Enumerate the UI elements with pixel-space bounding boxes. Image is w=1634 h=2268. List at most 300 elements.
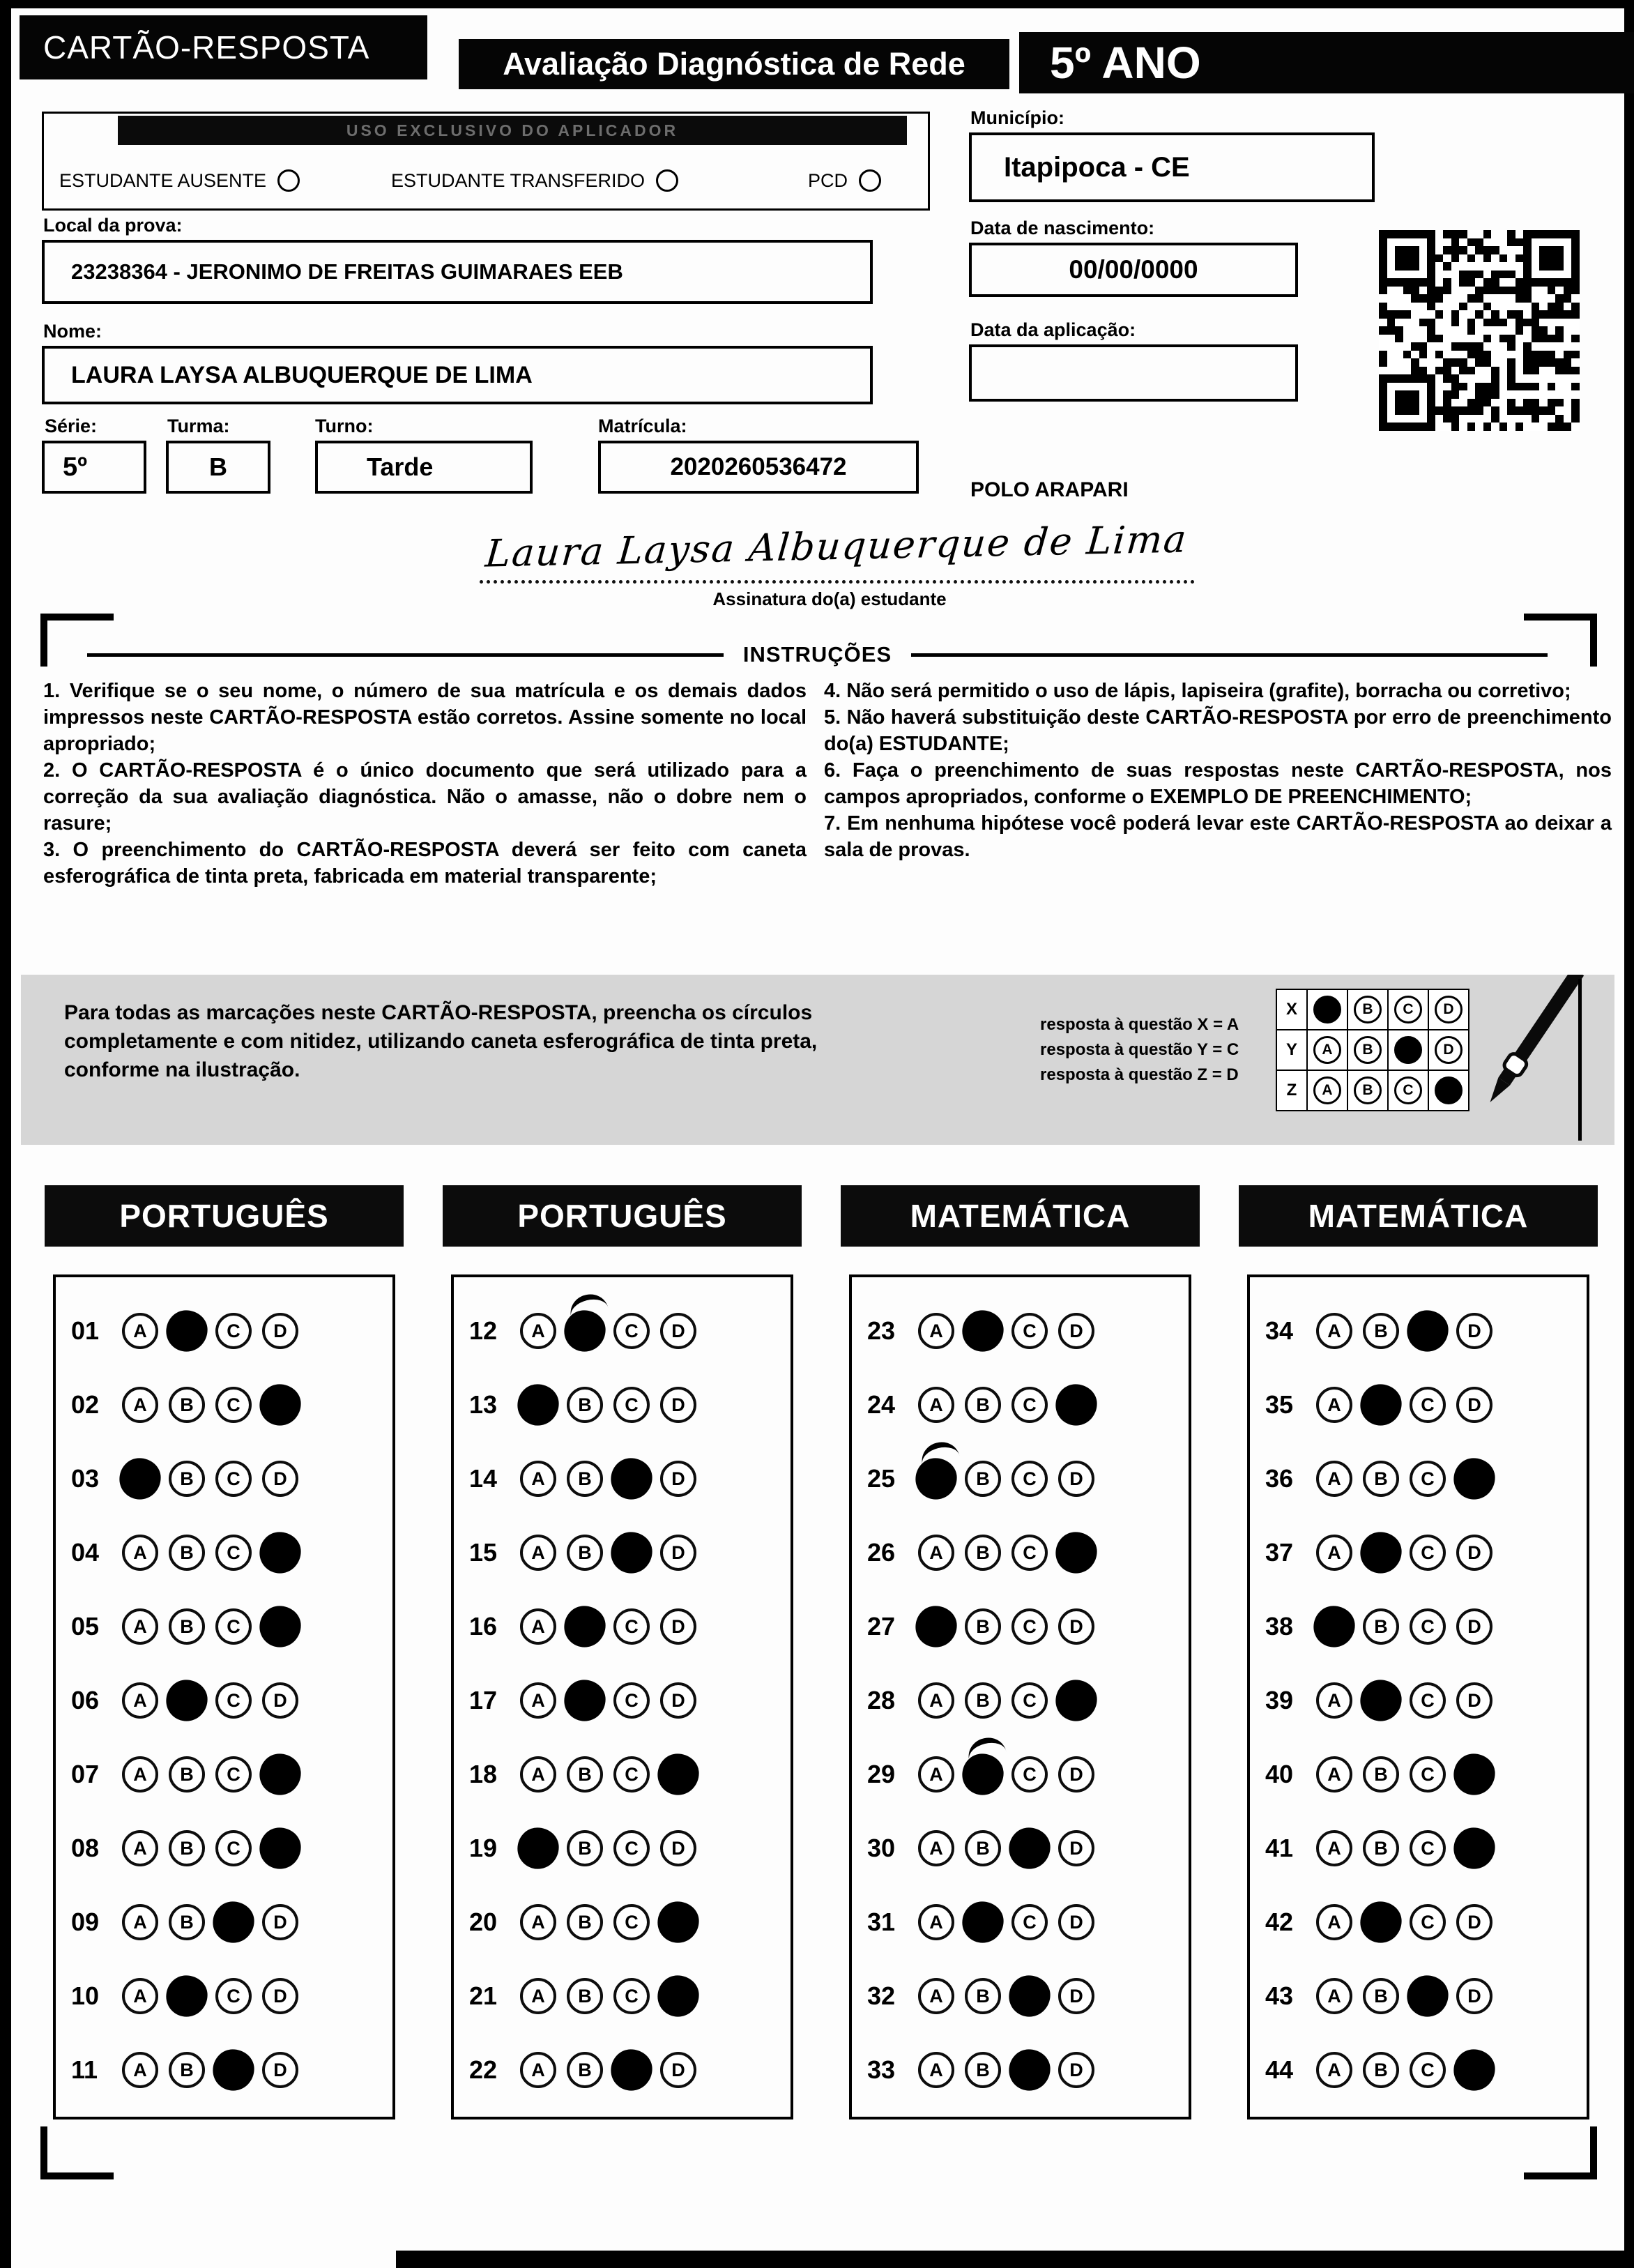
turma-value: B — [166, 441, 270, 494]
question-row — [71, 1811, 392, 1885]
answer-bubble-d[interactable] — [259, 1606, 300, 1647]
answer-bubble-a[interactable] — [517, 1384, 558, 1425]
example-grid — [1276, 989, 1469, 1111]
answer-bubble-b[interactable]: B — [965, 1608, 1001, 1645]
instruction-item: 2. O CARTÃO-RESPOSTA é o único documento que será utilizado para a correção da sua avaliação diagnóstica. Não o amasse, não o dobre nem o rasure; — [43, 759, 807, 835]
example-row-label: Y — [1276, 1029, 1308, 1071]
question-row — [469, 1442, 791, 1516]
answer-bubble-d[interactable]: D — [660, 1535, 696, 1571]
answer-bubble-d[interactable]: D — [660, 1461, 696, 1497]
legend-line: resposta à questão Y = C — [1040, 1040, 1239, 1059]
question-number: 11 — [71, 2055, 98, 2084]
question-row — [71, 1664, 392, 1737]
corner-mark-bottom-left — [40, 2126, 114, 2179]
answer-bubble-b[interactable]: B — [567, 1756, 603, 1793]
answer-bubble-d[interactable]: D — [1456, 1682, 1492, 1719]
answer-bubble-b[interactable]: B — [1363, 1608, 1399, 1645]
signature-line — [480, 580, 1195, 584]
answer-bubble-a[interactable]: A — [1316, 1904, 1352, 1940]
answer-bubble-a[interactable]: A — [918, 1682, 954, 1719]
answer-bubble-d[interactable]: D — [1058, 1978, 1094, 2014]
question-number: 21 — [469, 1981, 498, 2010]
answer-bubble-b[interactable]: B — [965, 1682, 1001, 1719]
matricula-value: 2020260536472 — [598, 441, 919, 494]
answer-bubble-a[interactable] — [517, 1827, 558, 1869]
answer-bubble-a[interactable]: A — [520, 1535, 556, 1571]
answer-bubble-c[interactable]: C — [215, 1830, 252, 1866]
question-number: 22 — [469, 2055, 498, 2084]
answer-bubble-a[interactable]: A — [918, 2052, 954, 2088]
answer-bubble-c[interactable]: C — [1011, 1313, 1048, 1349]
answer-bubble-b[interactable] — [1360, 1901, 1401, 1942]
question-row — [469, 1294, 791, 1368]
answer-bubble-c[interactable] — [1009, 1975, 1050, 2016]
answer-bubble-a[interactable]: A — [122, 1830, 158, 1866]
municipio-label: Município: — [970, 107, 1064, 128]
answer-bubble-d[interactable] — [657, 1753, 698, 1795]
answer-bubble-a[interactable] — [1313, 1606, 1354, 1647]
answer-bubble-c[interactable]: C — [613, 1830, 650, 1866]
answer-bubble-c[interactable] — [611, 2049, 652, 2090]
answer-bubble-a[interactable]: A — [1316, 1313, 1352, 1349]
question-row — [867, 1664, 1189, 1737]
serie-value: 5º — [42, 441, 146, 494]
question-number: 29 — [867, 1760, 896, 1788]
answer-bubble-c[interactable]: C — [1410, 1904, 1446, 1940]
question-number: 16 — [469, 1612, 498, 1641]
answer-bubble-c[interactable]: C — [1011, 1904, 1048, 1940]
answer-bubble-c[interactable]: C — [1410, 1387, 1446, 1423]
answer-bubble-d[interactable]: D — [262, 2052, 298, 2088]
answer-bubble-a[interactable]: A — [918, 1535, 954, 1571]
answer-bubble-b[interactable]: B — [965, 2052, 1001, 2088]
answer-bubble-d[interactable]: D — [262, 1904, 298, 1940]
question-row — [469, 1590, 791, 1664]
answer-bubble-b[interactable] — [166, 1680, 207, 1721]
answer-bubble-b[interactable]: B — [1363, 1756, 1399, 1793]
question-number: 07 — [71, 1760, 100, 1788]
turno-value: Tarde — [315, 441, 533, 494]
question-number: 13 — [469, 1390, 498, 1419]
example-border-line — [1578, 979, 1582, 1141]
answer-bubble-a[interactable]: A — [1316, 1461, 1352, 1497]
subject-header: MATEMÁTICA — [841, 1185, 1200, 1247]
answer-bubble-d[interactable]: D — [1456, 1608, 1492, 1645]
answer-bubble-a[interactable]: A — [520, 1682, 556, 1719]
example-bubble-c: C — [1394, 1076, 1422, 1104]
answer-bubble-b[interactable]: B — [169, 1904, 205, 1940]
exam-title: Avaliação Diagnóstica de Rede — [459, 39, 1009, 89]
answer-bubble-d[interactable]: D — [1058, 2052, 1094, 2088]
question-row — [469, 1516, 791, 1590]
answer-bubble-d[interactable]: D — [660, 1608, 696, 1645]
instruction-item: 6. Faça o preenchimento de suas respostas neste CARTÃO-RESPOSTA, nos campos apropriados, conforme o EXEMPLO DE PREENCHIMENTO; — [824, 759, 1612, 808]
answer-bubble-a[interactable]: A — [1316, 1682, 1352, 1719]
question-row — [867, 1737, 1189, 1811]
answer-bubble-b[interactable] — [962, 1901, 1003, 1942]
answer-bubble-a[interactable]: A — [1316, 1830, 1352, 1866]
answer-bubble-d[interactable]: D — [1058, 1461, 1094, 1497]
instruction-item: 7. Em nenhuma hipótese você poderá levar este CARTÃO-RESPOSTA ao deixar a sala de provas. — [824, 812, 1612, 861]
question-number: 28 — [867, 1686, 896, 1714]
answer-bubble-a[interactable]: A — [122, 1978, 158, 2014]
estudante-ausente-bubble[interactable] — [277, 169, 300, 192]
answer-bubble-c[interactable] — [1009, 1827, 1050, 1869]
answer-bubble-b[interactable] — [564, 1310, 605, 1351]
answer-bubble-c[interactable]: C — [215, 1461, 252, 1497]
answer-bubble-a[interactable]: A — [520, 1756, 556, 1793]
divider — [87, 653, 724, 657]
instruction-item: 3. O preenchimento do CARTÃO-RESPOSTA deverá ser feito com caneta esferográfica de tinta preta, fabricada em material transparente; — [43, 839, 807, 888]
answer-bubble-b[interactable]: B — [1363, 1313, 1399, 1349]
example-bubble-a — [1313, 996, 1341, 1023]
answer-bubble-d[interactable]: D — [262, 1313, 298, 1349]
answer-bubble-a[interactable]: A — [918, 1978, 954, 2014]
answer-bubble-b[interactable] — [1360, 1532, 1401, 1573]
grade-label: 5º ANO — [1019, 32, 1634, 93]
answer-bubble-c[interactable]: C — [215, 1387, 252, 1423]
answer-bubble-a[interactable]: A — [520, 1461, 556, 1497]
answer-bubble-d[interactable]: D — [1456, 1904, 1492, 1940]
answer-bubble-a[interactable]: A — [918, 1756, 954, 1793]
example-row-label: Z — [1276, 1070, 1308, 1111]
question-row — [1265, 1811, 1587, 1885]
answer-bubble-d[interactable] — [1453, 2049, 1495, 2090]
answer-bubble-d[interactable]: D — [1456, 1535, 1492, 1571]
answer-bubble-d[interactable]: D — [660, 2052, 696, 2088]
legend-line: resposta à questão X = A — [1040, 1015, 1239, 1034]
question-row — [1265, 1737, 1587, 1811]
example-bubble-b: B — [1354, 996, 1382, 1023]
answer-bubble-c[interactable]: C — [1410, 1682, 1446, 1719]
answer-bubble-d[interactable]: D — [1058, 1313, 1094, 1349]
question-number: 15 — [469, 1538, 498, 1567]
answer-bubble-d[interactable] — [1453, 1458, 1495, 1499]
answer-column — [1239, 1185, 1598, 2119]
answer-box — [53, 1274, 395, 2119]
question-row — [1265, 1664, 1587, 1737]
question-row — [1265, 2033, 1587, 2107]
answer-bubble-a[interactable]: A — [122, 1387, 158, 1423]
answer-bubble-d[interactable] — [1055, 1532, 1097, 1573]
answer-bubble-b[interactable]: B — [567, 1978, 603, 2014]
question-number: 32 — [867, 1981, 896, 2010]
question-row — [469, 1737, 791, 1811]
answer-bubble-b[interactable]: B — [169, 1387, 205, 1423]
instructions-left — [43, 678, 807, 890]
answer-bubble-d[interactable]: D — [660, 1387, 696, 1423]
answer-bubble-d[interactable] — [259, 1827, 300, 1869]
answer-bubble-a[interactable] — [915, 1606, 956, 1647]
question-row — [71, 1590, 392, 1664]
question-row — [71, 1885, 392, 1959]
answer-bubble-d[interactable]: D — [1058, 1756, 1094, 1793]
answer-bubble-b[interactable]: B — [1363, 1830, 1399, 1866]
answer-bubble-d[interactable] — [657, 1901, 698, 1942]
question-row — [867, 2033, 1189, 2107]
answer-bubble-b[interactable]: B — [965, 1830, 1001, 1866]
instructions-header — [87, 642, 1548, 667]
answer-bubble-b[interactable]: B — [567, 1904, 603, 1940]
question-row — [71, 1368, 392, 1442]
answer-bubble-b[interactable] — [962, 1310, 1003, 1351]
question-number: 41 — [1265, 1834, 1294, 1862]
answer-bubble-d[interactable] — [259, 1384, 300, 1425]
answer-bubble-b[interactable]: B — [169, 1608, 205, 1645]
answer-bubble-c[interactable]: C — [1410, 2052, 1446, 2088]
answer-bubble-c[interactable]: C — [1011, 1461, 1048, 1497]
answer-bubble-a[interactable]: A — [918, 1904, 954, 1940]
example-legend — [1040, 1012, 1239, 1088]
answer-bubble-c[interactable]: C — [613, 1608, 650, 1645]
question-row — [71, 1737, 392, 1811]
answer-bubble-a[interactable]: A — [1316, 1756, 1352, 1793]
nome-value: LAURA LAYSA ALBUQUERQUE DE LIMA — [42, 346, 873, 404]
question-row — [71, 1516, 392, 1590]
question-row — [469, 1368, 791, 1442]
answer-bubble-c[interactable]: C — [1011, 1608, 1048, 1645]
answer-bubble-b[interactable] — [166, 1975, 207, 2016]
municipio-value: Itapipoca - CE — [969, 132, 1375, 202]
answer-bubble-b[interactable]: B — [567, 1387, 603, 1423]
question-number: 36 — [1265, 1464, 1294, 1493]
answer-bubble-c[interactable] — [213, 1901, 254, 1942]
answer-bubble-c[interactable]: C — [215, 1978, 252, 2014]
answer-bubble-d[interactable] — [259, 1532, 300, 1573]
answer-bubble-c[interactable]: C — [215, 1313, 252, 1349]
example-bubble-c — [1394, 1036, 1422, 1064]
question-number: 33 — [867, 2055, 896, 2084]
question-number: 08 — [71, 1834, 100, 1862]
local-prova-value: 23238364 - JERONIMO DE FREITAS GUIMARAES EEB — [42, 240, 873, 304]
question-number: 31 — [867, 1908, 896, 1936]
answer-bubble-b[interactable]: B — [169, 1461, 205, 1497]
example-cell — [1306, 989, 1348, 1030]
answer-bubble-d[interactable]: D — [262, 1682, 298, 1719]
answer-bubble-d[interactable]: D — [262, 1978, 298, 2014]
answer-bubble-c[interactable]: C — [613, 1313, 650, 1349]
answer-bubble-b[interactable]: B — [169, 1830, 205, 1866]
answer-bubble-d[interactable]: D — [1456, 1313, 1492, 1349]
question-row — [469, 2033, 791, 2107]
answer-bubble-c[interactable]: C — [215, 1756, 252, 1793]
question-row — [1265, 1590, 1587, 1664]
example-bubble-d: D — [1435, 996, 1463, 1023]
question-number: 12 — [469, 1316, 498, 1345]
answer-bubble-d[interactable] — [1453, 1827, 1495, 1869]
matricula-label: Matrícula: — [598, 416, 687, 436]
question-number: 42 — [1265, 1908, 1294, 1936]
answer-bubble-b[interactable]: B — [965, 1387, 1001, 1423]
answer-bubble-c[interactable]: C — [613, 1387, 650, 1423]
answer-bubble-b[interactable]: B — [965, 1978, 1001, 2014]
answer-bubble-c[interactable]: C — [1410, 1535, 1446, 1571]
answer-bubble-b[interactable] — [962, 1753, 1003, 1795]
answer-bubble-a[interactable]: A — [122, 1313, 158, 1349]
answer-bubble-c[interactable] — [611, 1458, 652, 1499]
answer-bubble-c[interactable]: C — [1011, 1535, 1048, 1571]
answer-bubble-c[interactable]: C — [1011, 1756, 1048, 1793]
answer-bubble-b[interactable]: B — [169, 1535, 205, 1571]
example-grid-row — [1276, 1070, 1469, 1111]
answer-bubble-b[interactable] — [166, 1310, 207, 1351]
answer-bubble-a[interactable]: A — [1316, 2052, 1352, 2088]
question-number: 40 — [1265, 1760, 1294, 1788]
answer-bubble-c[interactable] — [213, 2049, 254, 2090]
answer-bubble-a[interactable] — [915, 1458, 956, 1499]
answer-bubble-c[interactable]: C — [215, 1682, 252, 1719]
answer-bubble-d[interactable]: D — [1058, 1608, 1094, 1645]
answer-bubble-d[interactable]: D — [660, 1313, 696, 1349]
question-number: 43 — [1265, 1981, 1294, 2010]
answer-bubble-a[interactable]: A — [520, 2052, 556, 2088]
instruction-item: 4. Não será permitido o uso de lápis, lapiseira (grafite), borracha ou corretivo; — [824, 680, 1571, 702]
turma-label: Turma: — [167, 416, 230, 436]
example-cell — [1347, 1029, 1389, 1071]
corner-mark-bottom-right — [1524, 2126, 1597, 2179]
answer-bubble-c[interactable]: C — [1410, 1608, 1446, 1645]
example-cell — [1387, 1070, 1429, 1111]
nome-label: Nome: — [43, 321, 102, 342]
answer-bubble-a[interactable] — [119, 1458, 160, 1499]
answer-bubble-d[interactable]: D — [262, 1461, 298, 1497]
answer-bubble-d[interactable] — [657, 1975, 698, 2016]
answer-bubble-c[interactable] — [1407, 1975, 1448, 2016]
answer-bubble-b[interactable]: B — [567, 1535, 603, 1571]
answer-bubble-c[interactable] — [611, 1532, 652, 1573]
answer-bubble-d[interactable] — [1055, 1384, 1097, 1425]
question-number: 14 — [469, 1464, 498, 1493]
example-cell — [1306, 1029, 1348, 1071]
question-row — [1265, 1516, 1587, 1590]
answer-bubble-c[interactable]: C — [215, 1535, 252, 1571]
answer-bubble-a[interactable]: A — [918, 1830, 954, 1866]
answer-bubble-c[interactable]: C — [1410, 1830, 1446, 1866]
answer-bubble-a[interactable]: A — [122, 2052, 158, 2088]
answer-bubble-a[interactable]: A — [918, 1387, 954, 1423]
answer-bubble-a[interactable]: A — [520, 1978, 556, 2014]
answer-bubble-b[interactable]: B — [1363, 1461, 1399, 1497]
answer-bubble-c[interactable] — [1009, 2049, 1050, 2090]
example-cell — [1387, 989, 1429, 1030]
answer-bubble-a[interactable]: A — [918, 1313, 954, 1349]
answer-bubble-a[interactable]: A — [122, 1756, 158, 1793]
answer-bubble-c[interactable]: C — [215, 1608, 252, 1645]
instructions-right — [824, 678, 1612, 863]
answer-box — [849, 1274, 1191, 2119]
answer-bubble-d[interactable]: D — [1456, 1387, 1492, 1423]
fill-example-section — [21, 975, 1614, 1145]
answer-bubble-c[interactable]: C — [613, 1682, 650, 1719]
answer-bubble-c[interactable] — [1407, 1310, 1448, 1351]
page-border-bottom-bar — [396, 2251, 1634, 2268]
example-cell — [1347, 1070, 1389, 1111]
answer-bubble-b[interactable]: B — [965, 1535, 1001, 1571]
pcd-bubble[interactable] — [859, 169, 881, 192]
question-row — [867, 1516, 1189, 1590]
answer-bubble-b[interactable]: B — [1363, 1978, 1399, 2014]
answer-bubble-a[interactable]: A — [122, 1535, 158, 1571]
answer-bubble-c[interactable]: C — [1011, 1387, 1048, 1423]
page-border-top — [0, 0, 1634, 8]
aplicacao-value — [969, 344, 1298, 402]
question-number: 17 — [469, 1686, 498, 1714]
question-row — [71, 1294, 392, 1368]
answer-bubble-a[interactable]: A — [122, 1682, 158, 1719]
answer-bubble-c[interactable]: C — [613, 1904, 650, 1940]
question-row — [867, 1590, 1189, 1664]
answer-bubble-b[interactable]: B — [965, 1461, 1001, 1497]
answer-bubble-c[interactable]: C — [1410, 1461, 1446, 1497]
answer-bubble-d[interactable]: D — [1058, 1904, 1094, 1940]
answer-bubble-b[interactable]: B — [567, 1461, 603, 1497]
question-number: 04 — [71, 1538, 100, 1567]
answer-bubble-a[interactable]: A — [520, 1904, 556, 1940]
example-row-label: X — [1276, 989, 1308, 1030]
answer-bubble-b[interactable]: B — [1363, 2052, 1399, 2088]
answer-bubble-b[interactable] — [564, 1680, 605, 1721]
answer-bubble-c[interactable]: C — [613, 1978, 650, 2014]
estudante-transferido-bubble[interactable] — [656, 169, 678, 192]
answer-bubble-b[interactable]: B — [169, 1756, 205, 1793]
serie-label: Série: — [45, 416, 98, 436]
answer-bubble-d[interactable] — [259, 1753, 300, 1795]
answer-bubble-c[interactable]: C — [1410, 1756, 1446, 1793]
answer-bubble-a[interactable]: A — [520, 1608, 556, 1645]
answer-bubble-c[interactable]: C — [613, 1756, 650, 1793]
example-cell — [1306, 1070, 1348, 1111]
answer-bubble-d[interactable]: D — [660, 1682, 696, 1719]
answer-bubble-d[interactable] — [1055, 1680, 1097, 1721]
answer-bubble-b[interactable] — [1360, 1384, 1401, 1425]
pen-hand-icon — [1443, 975, 1596, 1145]
example-grid-row — [1276, 1029, 1469, 1071]
example-bubble-c: C — [1394, 996, 1422, 1023]
option-pcd — [808, 169, 881, 192]
fill-example-text: Para todas as marcações neste CARTÃO-RESPOSTA, preencha os círculos completamente e com nitidez, utilizando caneta esferográfica de tinta preta, conforme na ilustração. — [64, 1001, 818, 1081]
question-number: 05 — [71, 1612, 100, 1641]
question-number: 38 — [1265, 1612, 1294, 1641]
answer-bubble-b[interactable]: B — [567, 2052, 603, 2088]
answer-bubble-b[interactable]: B — [169, 2052, 205, 2088]
answer-bubble-d[interactable]: D — [1058, 1830, 1094, 1866]
answer-bubble-d[interactable]: D — [660, 1830, 696, 1866]
nascimento-label: Data de nascimento: — [970, 218, 1155, 238]
answer-bubble-b[interactable] — [1360, 1680, 1401, 1721]
answer-bubble-a[interactable]: A — [520, 1313, 556, 1349]
answer-sections — [45, 1185, 1598, 2119]
answer-bubble-a[interactable]: A — [1316, 1978, 1352, 2014]
answer-bubble-b[interactable]: B — [567, 1830, 603, 1866]
question-row — [1265, 1294, 1587, 1368]
answer-bubble-a[interactable]: A — [1316, 1535, 1352, 1571]
divider — [911, 653, 1548, 657]
example-bubble-a: A — [1313, 1076, 1341, 1104]
answer-bubble-c[interactable]: C — [1011, 1682, 1048, 1719]
example-cell — [1347, 989, 1389, 1030]
answer-bubble-a[interactable]: A — [122, 1904, 158, 1940]
answer-bubble-a[interactable]: A — [122, 1608, 158, 1645]
instruction-item: 1. Verifique se o seu nome, o número de sua matrícula e os demais dados impressos neste CARTÃO-RESPOSTA estão corretos. Assine somente no local apropriado; — [43, 680, 807, 755]
question-number: 44 — [1265, 2055, 1294, 2084]
example-bubble-d: D — [1435, 1036, 1463, 1064]
answer-bubble-d[interactable]: D — [1456, 1978, 1492, 2014]
answer-bubble-a[interactable]: A — [1316, 1387, 1352, 1423]
answer-bubble-d[interactable] — [1453, 1753, 1495, 1795]
answer-bubble-b[interactable] — [564, 1606, 605, 1647]
question-number: 26 — [867, 1538, 896, 1567]
question-row — [1265, 1959, 1587, 2033]
